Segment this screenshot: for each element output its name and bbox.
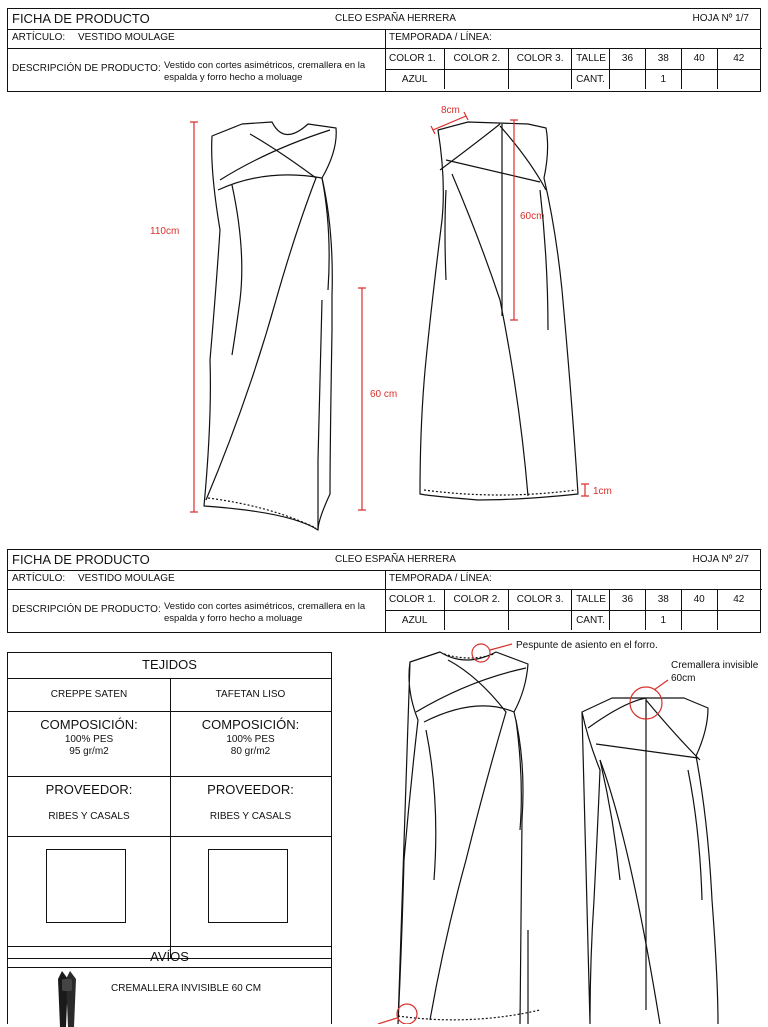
header-row	[8, 550, 760, 571]
hem-measure-label: 1cm	[593, 486, 612, 497]
fabric-weight: 80 gr/m2	[230, 746, 271, 757]
description-value: Vestido con cortes asimétricos, cremallera en la espalda y forro hecho a moluage	[164, 60, 366, 83]
supplier-value: RIBES Y CASALS	[209, 811, 292, 822]
color1-label: COLOR 1.	[385, 590, 445, 610]
composition-cell	[170, 712, 331, 777]
trims-heading: AVÍOS	[8, 947, 331, 968]
size-label: TALLE	[572, 590, 610, 610]
front-dress-drawing	[204, 122, 336, 530]
article-block	[8, 570, 386, 632]
zipper-icon	[38, 969, 98, 1027]
qty-cell	[717, 610, 760, 630]
zipper-measure-label: 60cm	[520, 211, 545, 222]
company-name: CLEO ESPAÑA HERRERA	[335, 13, 456, 24]
article-row	[8, 570, 385, 590]
article-label: ARTÍCULO:	[12, 32, 66, 43]
neck-measure-label: 8cm	[441, 105, 460, 116]
season-label: TEMPORADA / LÍNEA:	[385, 29, 762, 49]
fabrics-panel	[7, 652, 332, 959]
qty-label: CANT.	[572, 610, 610, 630]
size-cell: 36	[610, 49, 646, 69]
front-dress-drawing-2	[398, 652, 540, 1024]
fabric-name: TAFETAN LISO	[170, 679, 331, 712]
article-value: VESTIDO MOULAGE	[77, 573, 175, 584]
back-dress-drawing	[420, 122, 578, 500]
composition-value: 100% PES	[226, 734, 275, 745]
swatch-cell	[8, 837, 170, 957]
color2-label: COLOR 2.	[445, 49, 509, 69]
qty-label: CANT.	[572, 69, 610, 89]
article-label: ARTÍCULO:	[12, 573, 66, 584]
size-cell: 42	[717, 590, 760, 610]
color3-label: COLOR 3.	[509, 49, 572, 69]
color3-value	[509, 610, 572, 630]
composition-cell	[8, 712, 170, 777]
sheet-title: FICHA DE PRODUCTO	[12, 11, 150, 26]
size-cell: 40	[681, 49, 717, 69]
color1-value: AZUL	[385, 610, 445, 630]
composition-label: COMPOSICIÓN:	[40, 717, 138, 732]
season-label: TEMPORADA / LÍNEA:	[385, 570, 762, 590]
zipper-note-line1: Cremallera invisible	[671, 660, 759, 671]
fabric-name: CREPPE SATEN	[8, 679, 170, 712]
supplier-value: RIBES Y CASALS	[48, 811, 130, 822]
article-value: VESTIDO MOULAGE	[77, 32, 175, 43]
sheet-number: HOJA Nº 1/7	[692, 13, 749, 24]
fabric-column	[170, 679, 331, 959]
qty-cell: 1	[645, 69, 681, 89]
fabric-swatch	[46, 849, 126, 923]
fabric-weight: 95 gr/m2	[69, 746, 109, 757]
fabric-swatch	[208, 849, 288, 923]
size-cell: 38	[645, 49, 681, 69]
fabrics-heading: TEJIDOS	[8, 653, 331, 679]
company-name: CLEO ESPAÑA HERRERA	[335, 554, 456, 565]
color1-value: AZUL	[385, 69, 445, 89]
description-label: DESCRIPCIÓN DE PRODUCTO:	[12, 63, 161, 74]
topstitch-note: Pespunte de asiento en el forro.	[516, 640, 658, 651]
size-cell: 36	[610, 590, 646, 610]
composition-label: COMPOSICIÓN:	[201, 717, 300, 732]
color-size-table	[385, 590, 760, 630]
supplier-label: PROVEEDOR:	[45, 782, 133, 797]
trim-item: CREMALLERA INVISIBLE 60 CM	[111, 983, 262, 994]
qty-cell: 1	[645, 610, 681, 630]
zipper-note-line2: 60cm	[671, 673, 696, 684]
length-measure-label: 110cm	[150, 226, 180, 237]
swatch-cell	[170, 837, 331, 957]
sheet-2-header	[7, 549, 761, 633]
trims-panel	[7, 946, 332, 1024]
back-dress-drawing-2	[582, 698, 718, 1024]
composition-value: 100% PES	[64, 734, 114, 745]
sheet-number: HOJA Nº 2/7	[692, 554, 749, 565]
slit-measure-label: 60 cm	[370, 389, 398, 400]
supplier-label: PROVEEDOR:	[207, 782, 294, 797]
size-cell: 38	[645, 590, 681, 610]
color3-label: COLOR 3.	[509, 590, 572, 610]
color2-value	[445, 610, 509, 630]
color1-label: COLOR 1.	[385, 49, 445, 69]
description-value: Vestido con cortes asimétricos, cremallera en la espalda y forro hecho a moluage	[164, 601, 366, 624]
size-cell: 42	[717, 49, 760, 69]
fabric-column	[8, 679, 171, 959]
description-label: DESCRIPCIÓN DE PRODUCTO:	[12, 604, 161, 615]
supplier-cell	[8, 777, 170, 837]
qty-cell	[681, 610, 717, 630]
fabrics-grid	[8, 679, 331, 959]
qty-cell	[610, 610, 646, 630]
supplier-cell	[170, 777, 331, 837]
sheet-title: FICHA DE PRODUCTO	[12, 552, 150, 567]
size-label: TALLE	[572, 49, 610, 69]
color2-label: COLOR 2.	[445, 590, 509, 610]
size-cell: 40	[681, 590, 717, 610]
